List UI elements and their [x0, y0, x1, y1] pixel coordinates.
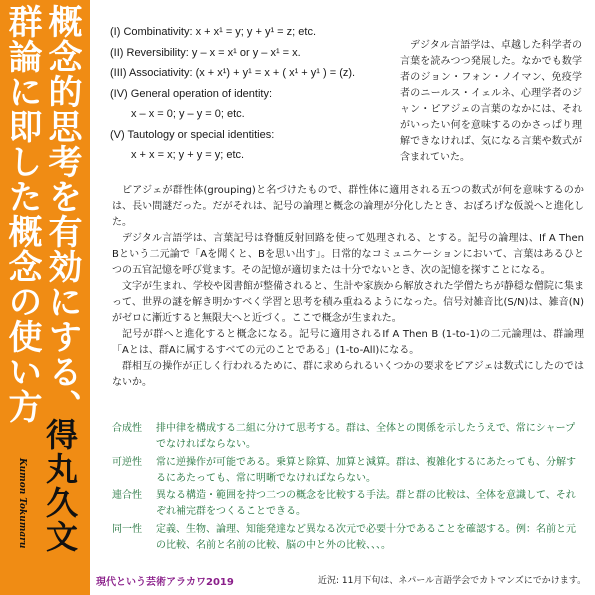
glossary-desc: 排中律を構成する二組に分けて思考する。群は、全体との関係を示したうえで、常にシャープでなければならない。 [156, 423, 576, 451]
author-name: 得丸久文 [41, 418, 79, 554]
footer-publication: 現代という芸術アラカワ2019 [96, 577, 234, 588]
body-paragraph: 記号が群へと進化すると概念になる。記号に適用されるIf A Then B (1-to-1)の二元論理は、群論理「Aとは、群Aに属するすべての元のことである」(1-to-All)になる。 [112, 329, 584, 356]
title-sidebar [0, 0, 90, 595]
title-column-1: 概念的思考を有効にする、 [42, 4, 82, 424]
form-reversibility: (II) Reversibility: y – x = x¹ or y – x¹ = x. [110, 46, 301, 59]
glossary-term: 同一性 [112, 523, 142, 535]
body-paragraph: デジタル言語学は、言葉記号は脊髄反射回路を使って処理される、とする。記号の論理は、If A Then Bという二元論で「Aを聞くと、Bを思い出す」。日常的なコミュニケーションにおいて、言葉はあるひとつの五官記憶を呼び覚ます。その記憶が適切または十分でないとき、次の記憶を探すことになる。 [112, 233, 584, 276]
form-tautology-equation: x + x = x; y + y = y; etc. [131, 149, 245, 161]
glossary-term: 可逆性 [112, 456, 142, 468]
body-paragraph: ピアジェが群性体(grouping)と名づけたもので、群性体に適用される五つの数式が何を意味するのかは、長い間謎だった。だがそれは、記号の論理と概念の論理が分化したとき、おぼろげな仮説へと進化した。 [112, 185, 584, 228]
glossary-desc: 常に逆操作が可能である。乗算と除算、加算と減算。群は、複雑化するにあたっても、分解するにあたっても、常に明晰でなければならない。 [156, 456, 576, 484]
form-associativity: (III) Associativity: (x + x¹) + y¹ = x + ( x¹ + y¹ ) = (z). [110, 67, 356, 79]
glossary-term: 連合性 [112, 490, 142, 502]
footer-news: 近況: 11月下旬は、ネパール言語学会でカトマンズにでかけます。 [318, 576, 587, 586]
title-column-2: 群論に即した概念の使い方 [2, 4, 42, 424]
author-roman: Kumon Tokumaru [17, 458, 27, 549]
glossary-row [112, 522, 582, 555]
glossary-term: 合成性 [112, 423, 142, 434]
glossary [112, 421, 582, 555]
main-body [112, 183, 584, 391]
group-forms-list [110, 22, 370, 166]
body-paragraph: 文字が生まれ、学校や図書館が整備されると、生計や家族から解放された学僧たちが静穏な僧院に集まって、世界の謎を解き明かすべく学習と思考を積み重ねるようになった。信号対雑音比(S/N)は、雑音(N)がゼロに漸近すると無限大へと近づく。ここで概念が生まれた。 [112, 281, 584, 324]
glossary-row [112, 455, 582, 488]
glossary-row [112, 421, 582, 454]
glossary-row [112, 488, 582, 521]
form-combinativity: (I) Combinativity: x + x¹ = y; y + y¹ = z; etc. [110, 26, 316, 38]
body-paragraph: 群相互の操作が正しく行われるために、群に求められるいくつかの要求をピアジェは数式にしたのではないか。 [112, 361, 584, 388]
glossary-desc: 定義、生物、論理、知能発達など異なる次元で必要十分であることを確認する。例：名前と元の比較、名前と名前の比較、脳の中と外の比較、、、。 [156, 523, 576, 552]
intro-paragraph: デジタル言語学は、卓越した科学者の言葉を読みつつ発展した。なかでも数学者のジョン・フォン・ノイマン、免疫学者のニールス・イェルネ、心理学者のジャン・ピアジェの言葉のなかには、それがいったい何を意味するのかさっぱり理解できなければ、気になる言葉や数式が含まれていた。 [400, 40, 582, 163]
form-tautology-heading: (V) Tautology or special identities: [110, 128, 275, 141]
form-identity-equation: x – x = 0; y – y = 0; etc. [131, 108, 245, 120]
glossary-desc: 異なる構造・範囲を持つ二つの概念を比較する手法。群と群の比較は、全体を意識して、それぞれ補完群をつくることできる。 [156, 490, 576, 518]
form-identity-heading: (IV) General operation of identity: [110, 87, 273, 100]
